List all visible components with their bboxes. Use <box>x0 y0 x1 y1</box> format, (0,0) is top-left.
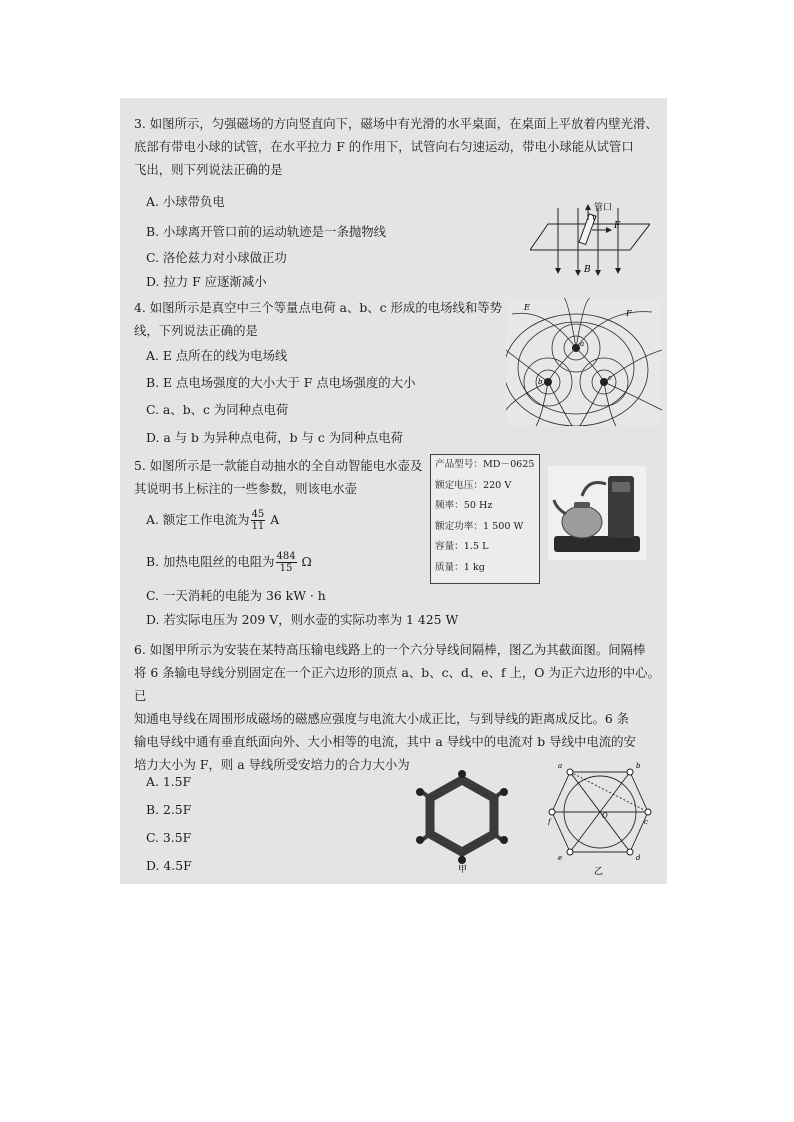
kettle-photo <box>548 466 646 560</box>
q5-stem <box>134 454 422 500</box>
q5-option-b-text: B. 加热电阻丝的电阻为 <box>146 554 275 569</box>
q3-fig-label-b: B <box>584 265 591 275</box>
q3-option-d: D. 拉力 F 应逐渐减小 <box>146 274 267 289</box>
q6-option-a: A. 1.5F <box>146 774 192 789</box>
q4-option-a: A. E 点所在的线为电场线 <box>146 348 288 363</box>
spacer-diagram-yi <box>548 760 652 876</box>
q3-stem-line-3: 飞出，则下列说法正确的是 <box>134 162 283 177</box>
q4-fig-label-c: c <box>608 374 612 382</box>
spec-frequency: 频率：50 Hz <box>435 500 493 511</box>
q6-fig-label-yi: 乙 <box>594 867 604 876</box>
q4-fig-label-b: b <box>538 378 543 386</box>
q5-option-b-numerator: 484 <box>276 551 296 562</box>
q5-option-d: D. 若实际电压为 209 V，则水壶的实际功率为 1 425 W <box>146 612 459 627</box>
q5-option-b-denominator: 15 <box>279 563 293 574</box>
q6-stem-line-3: 知通电导线在周围形成磁场的磁感应强度与电流大小成正比，与到导线的距离成反比。6 条 <box>134 711 630 726</box>
exam-page <box>120 98 667 884</box>
q3-stem-line-2: 底部有带电小球的试管，在水平拉力 F 的作用下，试管向右匀速运动，带电小球能从试管口 <box>134 139 634 154</box>
q3-stem-line-1: 3. 如图所示，匀强磁场的方向竖直向下，磁场中有光滑的水平桌面，在桌面上平放着内壁光滑、 <box>134 116 658 131</box>
q4-option-c: C. a、b、c 为同种点电荷 <box>146 402 289 417</box>
q6-fig-label-b: b <box>636 762 641 770</box>
q3-figure <box>530 198 650 278</box>
q6-option-c: C. 3.5F <box>146 830 192 845</box>
q6-stem-line-2: 将 6 条输电导线分别固定在一个正六边形的顶点 a、b、c、d、e、f 上，O 为正六边形的中心。已 <box>134 665 660 703</box>
q3-stem <box>134 112 658 181</box>
q4-fig-label-a: a <box>580 340 585 348</box>
q5-option-a-fraction <box>251 509 266 532</box>
q5-option-a-text: A. 额定工作电流为 <box>146 512 250 527</box>
spec-capacity: 容量：1.5 L <box>435 541 489 552</box>
q5-stem-line-1: 5. 如图所示是一款能自动抽水的全自动智能电水壶及 <box>134 458 423 473</box>
q6-option-b: B. 2.5F <box>146 802 192 817</box>
q6-fig-label-jia: 甲 <box>458 865 468 874</box>
q6-fig-label-a: a <box>558 762 563 770</box>
q6-fig-label-o: O <box>602 812 608 820</box>
q3-fig-label-f: F <box>614 221 621 231</box>
q4-stem <box>134 296 502 342</box>
kettle-spec-card <box>430 454 540 584</box>
q6-fig-label-f: f <box>548 818 551 826</box>
q5-option-b-unit: Ω <box>301 554 312 569</box>
q5-option-a-unit: A <box>270 512 280 527</box>
q3-option-b: B. 小球离开管口前的运动轨迹是一条抛物线 <box>146 224 387 239</box>
q6-stem-line-5: 培力大小为 F，则 a 导线所受安培力的合力大小为 <box>134 757 410 772</box>
q6-fig-label-e: e <box>558 854 563 862</box>
q5-option-c: C. 一天消耗的电能为 36 kW · h <box>146 588 326 603</box>
q6-stem-line-1: 6. 如图甲所示为安装在某特高压输电线路上的一个六分导线间隔棒，图乙为其截面图。间隔棒 <box>134 642 646 657</box>
q5-stem-line-2: 其说明书上标注的一些参数，则该电水壶 <box>134 481 358 496</box>
q5-option-b-fraction <box>276 551 297 574</box>
q6-stem-line-4: 输电导线中通有垂直纸面向外、大小相等的电流，其中 a 导线中的电流对 b 导线中电流的安 <box>134 734 636 749</box>
spec-voltage: 额定电压：220 V <box>435 479 512 491</box>
spec-model: 产品型号：MD－0625 <box>435 459 535 470</box>
q3-option-a: A. 小球带负电 <box>146 194 225 209</box>
spacer-photo-jia <box>412 770 512 874</box>
q5-option-a <box>146 508 279 532</box>
q6-option-d: D. 4.5F <box>146 858 192 873</box>
spec-mass: 质量：1 kg <box>435 561 485 573</box>
q4-stem-line-2: 线，下列说法正确的是 <box>134 323 258 338</box>
q3-fig-label-v: v <box>592 213 597 222</box>
q6-stem <box>134 638 667 776</box>
q3-fig-label-mouth: 管口 <box>594 203 613 213</box>
q5-option-a-numerator: 45 <box>251 509 265 520</box>
q4-fig-label-f: F <box>626 309 632 318</box>
q5-option-b <box>146 550 312 574</box>
q4-option-b: B. E 点电场强度的大小大于 F 点电场强度的大小 <box>146 375 416 390</box>
q4-fig-label-e: E <box>524 303 530 312</box>
q3-option-c: C. 洛伦兹力对小球做正功 <box>146 250 287 265</box>
q6-fig-label-c: c <box>644 818 648 826</box>
spec-power: 额定功率：1 500 W <box>435 520 524 532</box>
q4-option-d: D. a 与 b 为异种点电荷，b 与 c 为同种点电荷 <box>146 430 404 445</box>
q6-fig-label-d: d <box>636 854 641 862</box>
q4-field-figure <box>506 298 662 426</box>
q5-option-a-denominator: 11 <box>251 521 265 532</box>
q4-stem-line-1: 4. 如图所示是真空中三个等量点电荷 a、b、c 形成的电场线和等势 <box>134 300 503 315</box>
